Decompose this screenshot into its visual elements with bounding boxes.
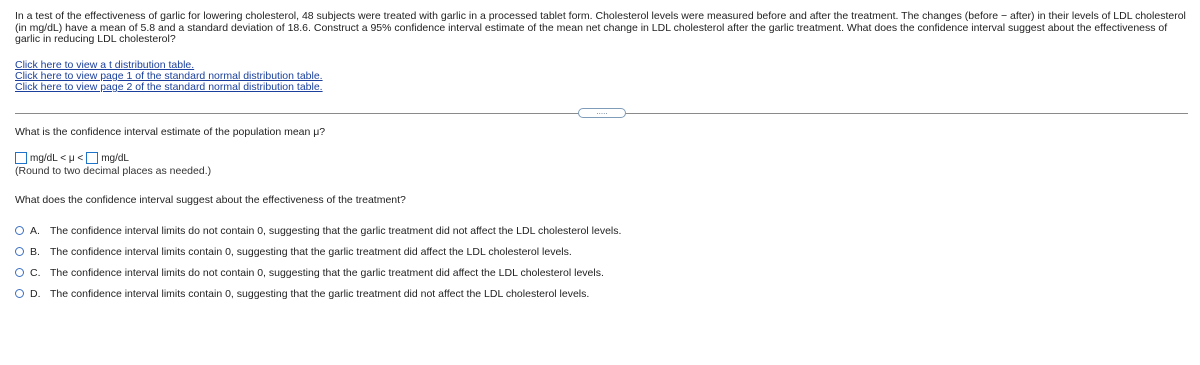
help-links <box>15 60 323 93</box>
expand-more-button[interactable]: ..... <box>578 108 626 118</box>
normal-table-page2-link[interactable]: Click here to view page 2 of the standard normal distribution table. <box>15 81 323 93</box>
option-b-letter: B. <box>30 245 40 258</box>
ci-answer-row <box>15 151 129 165</box>
problem-statement: In a test of the effectiveness of garlic for lowering cholesterol, 48 subjects were treated with garlic in a processed tablet form. Cholesterol levels were measured before and after the treatment. The changes (before − after) in their levels of LDL cholesterol (in mg/dL) have a mean of 5.8 and a standard deviation of 18.6. Construct a 95% confidence interval estimate of the mean net change in LDL cholesterol after the garlic treatment. What does the confidence interval suggest about the effectiveness of garlic in reducing LDL cholesterol? <box>15 10 1186 45</box>
option-c[interactable] <box>15 266 621 279</box>
rounding-note: (Round to two decimal places as needed.) <box>15 165 212 177</box>
option-b-radio[interactable] <box>15 247 24 256</box>
option-d-letter: D. <box>30 287 41 300</box>
question-ci-estimate: What is the confidence interval estimate of the population mean μ? <box>15 126 326 138</box>
ci-inequality-label: mg/dL < μ < <box>30 152 84 164</box>
normal-table-page1-link[interactable]: Click here to view page 1 of the standard normal distribution table. <box>15 70 323 82</box>
option-b-text: The confidence interval limits contain 0, suggesting that the garlic treatment did affect the LDL cholesterol levels. <box>50 245 572 258</box>
option-a-text: The confidence interval limits do not contain 0, suggesting that the garlic treatment did not affect the LDL cholesterol levels. <box>50 224 622 237</box>
option-a[interactable] <box>15 224 621 237</box>
option-a-radio[interactable] <box>15 226 24 235</box>
option-a-letter: A. <box>30 224 40 237</box>
ci-lower-bound-input[interactable] <box>15 152 27 164</box>
ci-upper-bound-input[interactable] <box>86 152 98 164</box>
t-distribution-table-link[interactable]: Click here to view a t distribution table. <box>15 59 195 71</box>
option-b[interactable] <box>15 245 621 258</box>
ci-unit-label: mg/dL <box>101 152 129 164</box>
option-d[interactable] <box>15 287 621 300</box>
option-c-letter: C. <box>30 266 41 279</box>
option-c-text: The confidence interval limits do not contain 0, suggesting that the garlic treatment did affect the LDL cholesterol levels. <box>50 266 604 279</box>
option-c-radio[interactable] <box>15 268 24 277</box>
question-interpretation: What does the confidence interval suggest about the effectiveness of the treatment? <box>15 194 406 206</box>
option-d-radio[interactable] <box>15 289 24 298</box>
option-d-text: The confidence interval limits contain 0, suggesting that the garlic treatment did not affect the LDL cholesterol levels. <box>50 287 590 300</box>
answer-options <box>15 224 621 308</box>
